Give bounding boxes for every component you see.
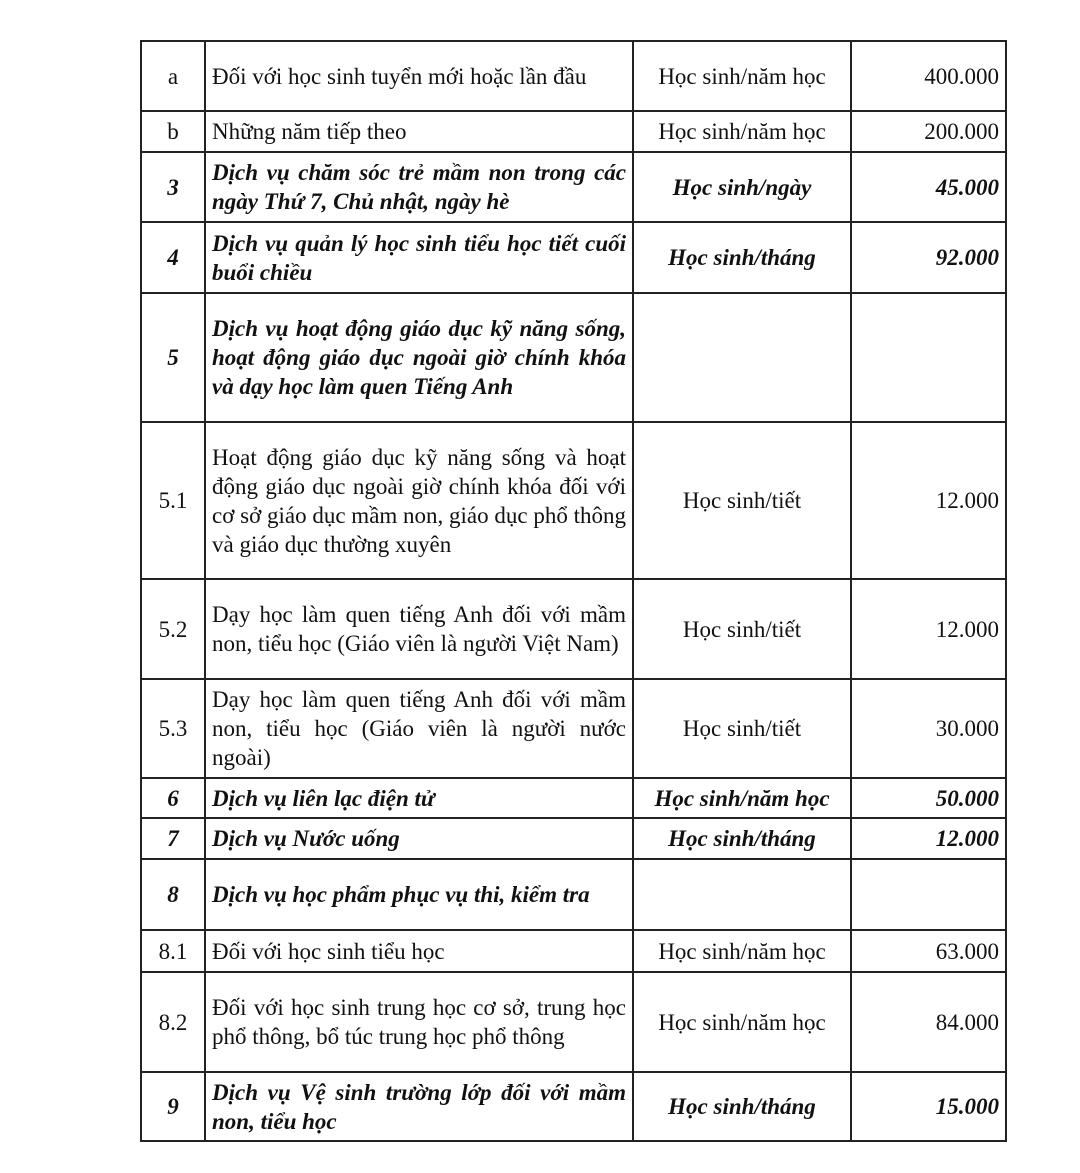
table-row (141, 579, 1006, 679)
unit-cell: Học sinh/năm học (633, 111, 851, 152)
fee-table (140, 40, 1007, 1142)
price-cell: 92.000 (851, 222, 1006, 293)
row-number: b (141, 111, 205, 152)
price-cell: 12.000 (851, 422, 1006, 579)
service-description: Những năm tiếp theo (205, 111, 633, 152)
row-number: 8.1 (141, 930, 205, 972)
service-description: Dịch vụ Nước uống (205, 818, 633, 859)
table-row (141, 41, 1006, 111)
price-cell: 45.000 (851, 152, 1006, 222)
service-description: Dịch vụ quản lý học sinh tiểu học tiết cuối buổi chiều (205, 222, 633, 293)
row-number: 8 (141, 859, 205, 930)
row-number: 5.3 (141, 679, 205, 778)
row-number: 4 (141, 222, 205, 293)
unit-cell (633, 859, 851, 930)
table-row (141, 930, 1006, 972)
table-row (141, 818, 1006, 859)
price-cell: 63.000 (851, 930, 1006, 972)
table-row (141, 679, 1006, 778)
row-number: 5 (141, 293, 205, 422)
price-cell (851, 293, 1006, 422)
unit-cell: Học sinh/năm học (633, 778, 851, 818)
unit-cell: Học sinh/năm học (633, 972, 851, 1072)
unit-cell: Học sinh/tháng (633, 1072, 851, 1141)
service-description: Dịch vụ chăm sóc trẻ mầm non trong các ngày Thứ 7, Chủ nhật, ngày hè (205, 152, 633, 222)
row-number: 7 (141, 818, 205, 859)
price-cell: 400.000 (851, 41, 1006, 111)
unit-cell: Học sinh/năm học (633, 41, 851, 111)
price-cell: 200.000 (851, 111, 1006, 152)
row-number: 5.2 (141, 579, 205, 679)
service-description: Dịch vụ liên lạc điện tử (205, 778, 633, 818)
table-row (141, 422, 1006, 579)
service-description: Dạy học làm quen tiếng Anh đối với mầm non, tiểu học (Giáo viên là người nước ngoài) (205, 679, 633, 778)
price-cell (851, 859, 1006, 930)
table-row (141, 1072, 1006, 1141)
price-cell: 84.000 (851, 972, 1006, 1072)
row-number: 5.1 (141, 422, 205, 579)
unit-cell: Học sinh/năm học (633, 930, 851, 972)
price-cell: 12.000 (851, 579, 1006, 679)
unit-cell (633, 293, 851, 422)
table-row (141, 222, 1006, 293)
row-number: a (141, 41, 205, 111)
service-description: Đối với học sinh trung học cơ sở, trung học phổ thông, bổ túc trung học phổ thông (205, 972, 633, 1072)
unit-cell: Học sinh/tháng (633, 818, 851, 859)
service-description: Dạy học làm quen tiếng Anh đối với mầm non, tiểu học (Giáo viên là người Việt Nam) (205, 579, 633, 679)
table-row (141, 972, 1006, 1072)
service-description: Hoạt động giáo dục kỹ năng sống và hoạt động giáo dục ngoài giờ chính khóa đối với cơ sở giáo dục mầm non, giáo dục phổ thông và giáo dục thường xuyên (205, 422, 633, 579)
service-description: Dịch vụ học phẩm phục vụ thi, kiểm tra (205, 859, 633, 930)
unit-cell: Học sinh/tiết (633, 579, 851, 679)
unit-cell: Học sinh/ngày (633, 152, 851, 222)
service-description: Đối với học sinh tiểu học (205, 930, 633, 972)
table-row (141, 293, 1006, 422)
table-row (141, 152, 1006, 222)
unit-cell: Học sinh/tháng (633, 222, 851, 293)
price-cell: 30.000 (851, 679, 1006, 778)
unit-cell: Học sinh/tiết (633, 679, 851, 778)
table-row (141, 859, 1006, 930)
service-description: Dịch vụ Vệ sinh trường lớp đối với mầm non, tiểu học (205, 1072, 633, 1141)
row-number: 8.2 (141, 972, 205, 1072)
row-number: 3 (141, 152, 205, 222)
row-number: 6 (141, 778, 205, 818)
unit-cell: Học sinh/tiết (633, 422, 851, 579)
table-row (141, 111, 1006, 152)
service-description: Dịch vụ hoạt động giáo dục kỹ năng sống, hoạt động giáo dục ngoài giờ chính khóa và dạy học làm quen Tiếng Anh (205, 293, 633, 422)
price-cell: 15.000 (851, 1072, 1006, 1141)
table-row (141, 778, 1006, 818)
service-description: Đối với học sinh tuyển mới hoặc lần đầu (205, 41, 633, 111)
row-number: 9 (141, 1072, 205, 1141)
price-cell: 12.000 (851, 818, 1006, 859)
price-cell: 50.000 (851, 778, 1006, 818)
